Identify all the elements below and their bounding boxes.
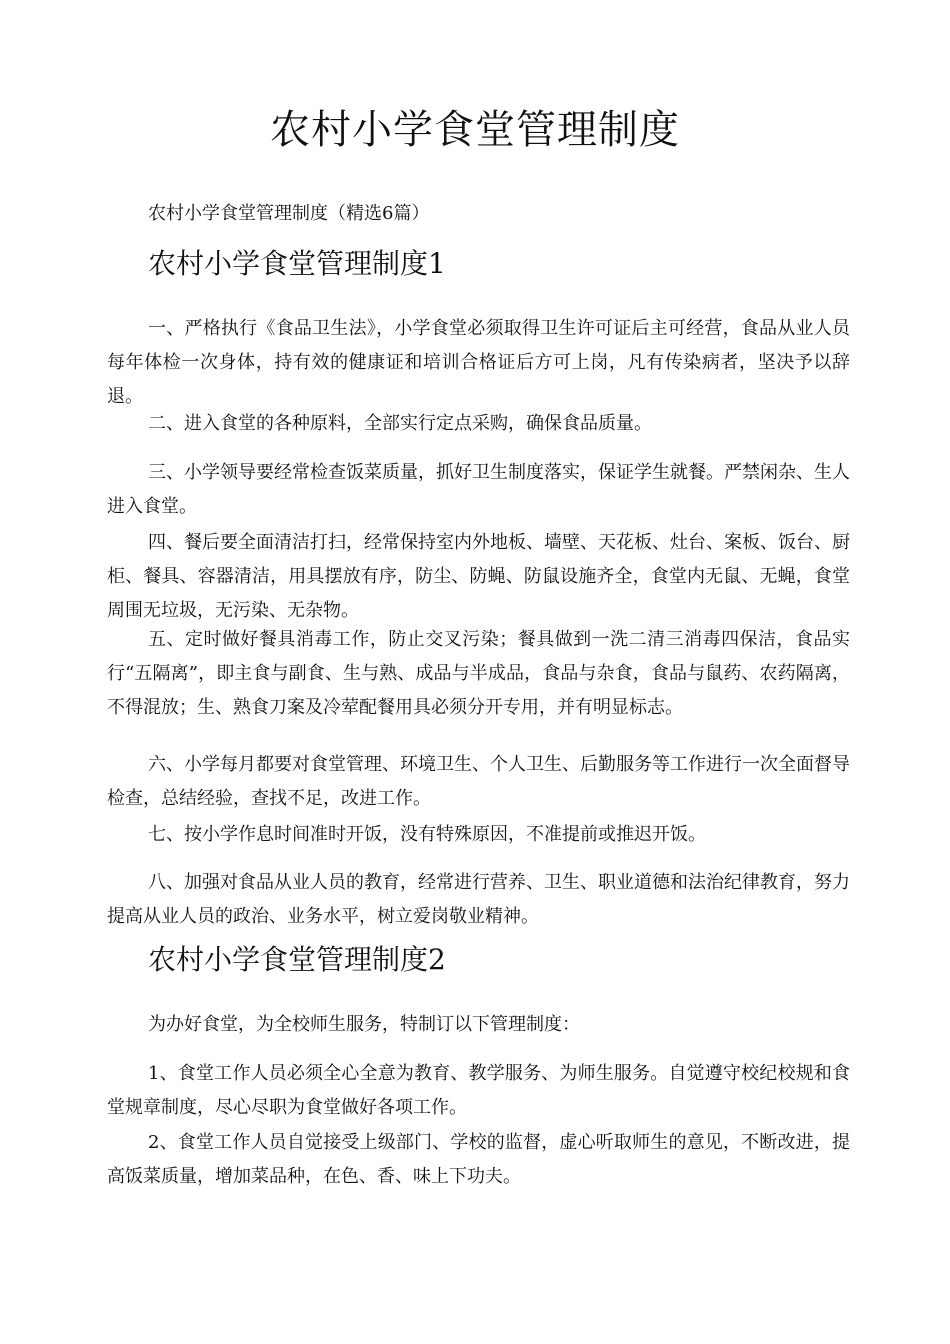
section-1-paragraph-7: 七、按小学作息时间准时开饭，没有特殊原因，不准提前或推迟开饭。 [148, 824, 706, 845]
section-1-paragraph-1: 一、严格执行《食品卫生法》，小学食堂必须取得卫生许可证后主可经营，食品从业人员每年体检一次身体，持有效的健康证和培训合格证后方可上岗，凡有传染病者，坚决予以辞退。 [107, 318, 850, 407]
section-heading-2: 农村小学食堂管理制度2 [148, 943, 446, 976]
document-title: 农村小学食堂管理制度 [270, 107, 680, 153]
section-2-paragraph-1: 1、食堂工作人员必须全心全意为教育、教学服务、为师生服务。自觉遵守校纪校规和食堂规章制度，尽心尽职为食堂做好各项工作。 [107, 1063, 850, 1118]
section-1-paragraph-2: 二、进入食堂的各种原料，全部实行定点采购，确保食品质量。 [148, 413, 652, 434]
section-1-paragraph-8: 八、加强对食品从业人员的教育，经常进行营养、卫生、职业道德和法治纪律教育，努力提高从业人员的政治、业务水平，树立爱岗敬业精神。 [107, 872, 850, 927]
document-subtitle: 农村小学食堂管理制度（精选6篇） [148, 203, 430, 224]
section-2-intro: 为办好食堂，为全校师生服务，特制订以下管理制度： [148, 1014, 580, 1035]
section-1-paragraph-5: 五、定时做好餐具消毒工作，防止交叉污染；餐具做到一洗二清三消毒四保洁，食品实行“五隔离”，即主食与副食、生与熟、成品与半成品，食品与杂食，食品与鼠药、农药隔离，不得混放；生、熟食刀案及冷荤配餐用具必须分开专用，并有明显标志。 [107, 629, 850, 718]
section-2-paragraph-2: 2、食堂工作人员自觉接受上级部门、学校的监督，虚心听取师生的意见，不断改进，提高饭菜质量，增加菜品种，在色、香、味上下功夫。 [107, 1132, 850, 1187]
section-1-paragraph-6: 六、小学每月都要对食堂管理、环境卫生、个人卫生、后勤服务等工作进行一次全面督导检查，总结经验，查找不足，改进工作。 [107, 754, 850, 809]
section-1-paragraph-3: 三、小学领导要经常检查饭菜质量，抓好卫生制度落实，保证学生就餐。严禁闲杂、生人进入食堂。 [107, 462, 850, 517]
section-1-paragraph-4: 四、餐后要全面清洁打扫，经常保持室内外地板、墙壁、天花板、灶台、案板、饭台、厨柜、餐具、容器清洁，用具摆放有序，防尘、防蝇、防鼠设施齐全，食堂内无鼠、无蝇，食堂周围无垃圾，无污染、无杂物。 [107, 532, 850, 621]
section-heading-1: 农村小学食堂管理制度1 [148, 247, 446, 280]
